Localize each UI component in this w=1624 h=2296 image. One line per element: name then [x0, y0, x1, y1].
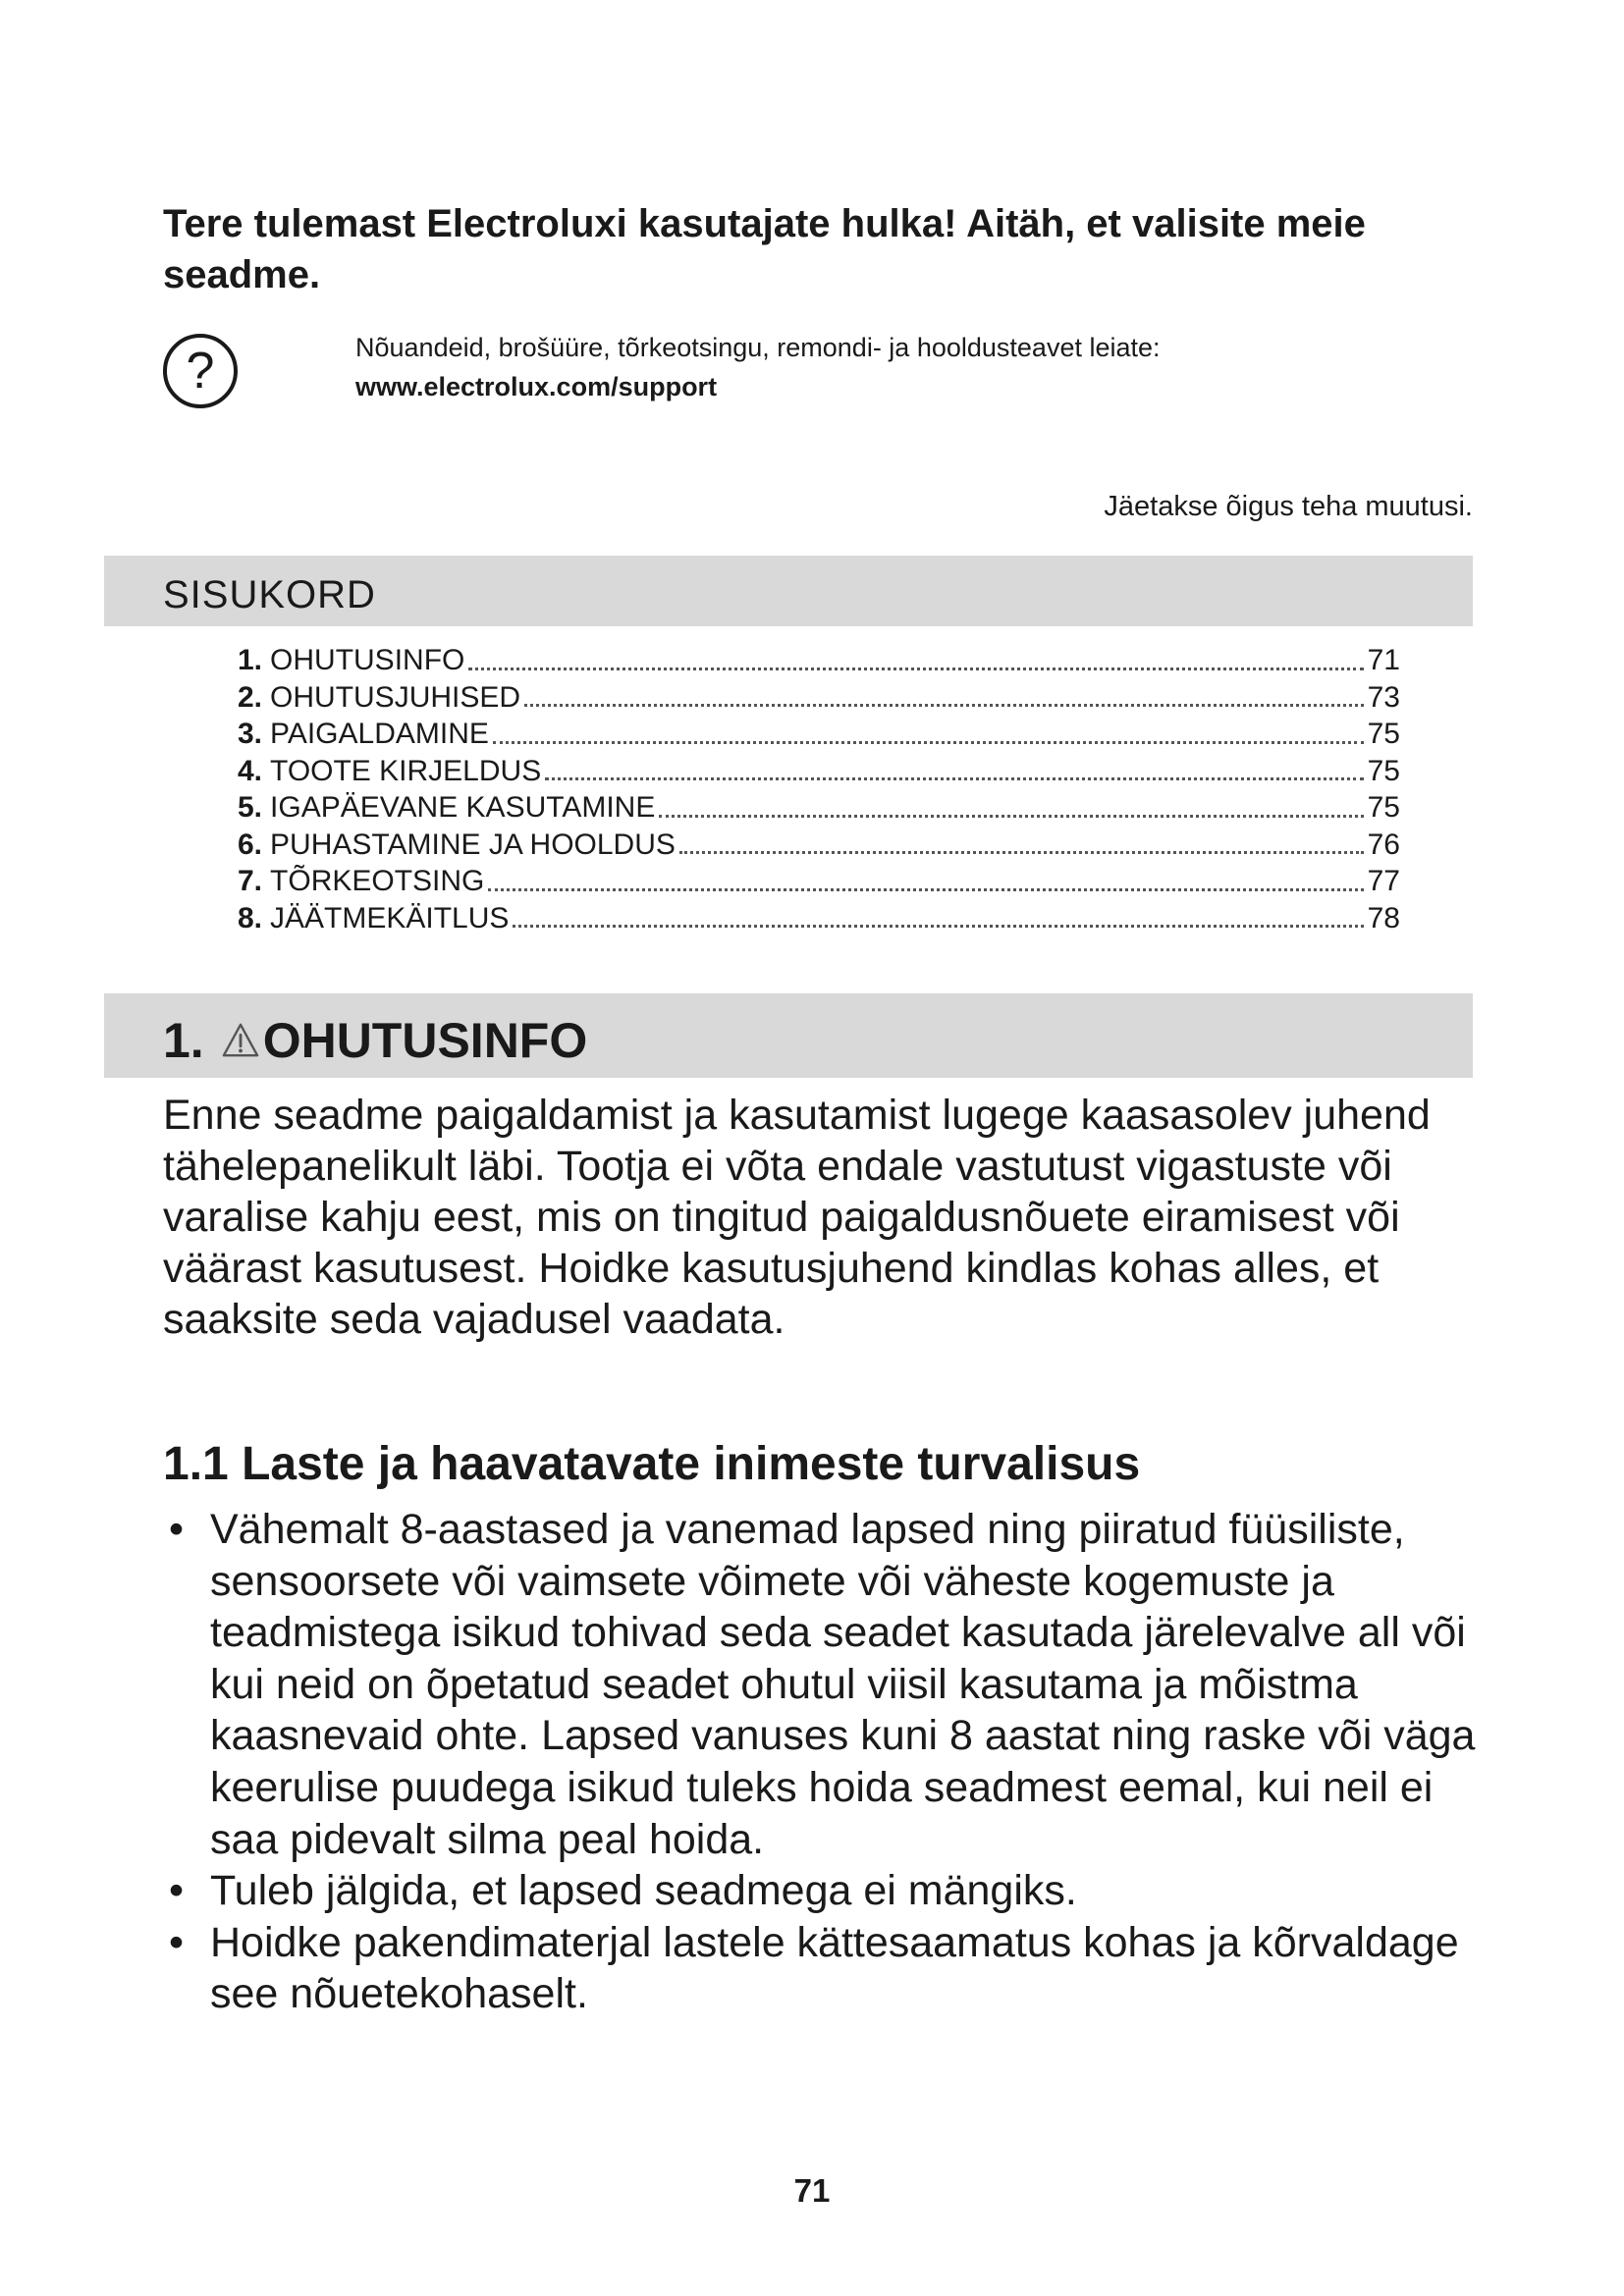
toc-item-number: 4.	[238, 754, 263, 787]
section-title	[163, 1009, 587, 1072]
toc-item-number: 3.	[238, 718, 263, 750]
welcome-heading: Tere tulemast Electroluxi kasutajate hulka! Aitäh, et valisite meie seadme.	[163, 202, 1366, 296]
page-number: 71	[793, 2172, 831, 2209]
toc-leader-dots	[679, 851, 1364, 854]
toc-leader-dots	[513, 925, 1363, 928]
toc-title: SISUKORD	[163, 573, 376, 616]
intro-paragraph: Enne seadme paigaldamist ja kasutamist lugege kaasasolev juhend tähelepanelikult läbi. Tootja ei võta endale vastutust vigastuste või varalise kahju eest, mis on tingitud paigaldusnõuete eiramisest või väärast kasutusest. Hoidke kasutusjuhend kindlas kohas alles, et saaksite seda vajadusel vaadata.	[163, 1092, 1431, 1343]
table-of-contents	[238, 642, 1400, 936]
toc-item-page: 73	[1367, 680, 1400, 714]
section-number: 1.	[163, 1013, 204, 1068]
toc-item-page: 75	[1367, 718, 1400, 750]
toc-item-label: PAIGALDAMINE	[270, 718, 489, 750]
toc-leader-dots	[468, 667, 1363, 670]
toc-item-number: 1.	[238, 644, 263, 676]
toc-item-page: 75	[1367, 754, 1400, 787]
rights-notice: Jäetakse õigus teha muutusi.	[1104, 491, 1473, 522]
subsection-title: 1.1 Laste ja haavatavate inimeste turvalisus	[163, 1438, 1141, 1490]
toc-item-1[interactable]	[238, 642, 1400, 679]
question-circle-icon: ?	[163, 334, 238, 408]
toc-item-label: OHUTUSINFO	[270, 644, 465, 676]
toc-item-4[interactable]	[238, 753, 1400, 790]
toc-leader-dots	[545, 777, 1363, 780]
safety-bullet-list	[163, 1504, 1479, 2020]
toc-item-5[interactable]	[238, 789, 1400, 827]
toc-leader-dots	[493, 741, 1364, 744]
toc-item-label: IGAPÄEVANE KASUTAMINE	[270, 791, 656, 824]
toc-leader-dots	[524, 704, 1364, 707]
section-title-text: OHUTUSINFO	[262, 1013, 588, 1068]
toc-item-label: PUHASTAMINE JA HOOLDUS	[270, 828, 676, 861]
toc-item-3[interactable]	[238, 716, 1400, 753]
toc-item-number: 8.	[238, 901, 263, 934]
toc-item-page: 76	[1367, 828, 1400, 861]
toc-item-number: 6.	[238, 828, 263, 861]
toc-item-number: 5.	[238, 791, 263, 824]
toc-item-page: 78	[1367, 901, 1400, 934]
toc-item-label: TÕRKEOTSING	[270, 865, 485, 897]
toc-item-2[interactable]	[238, 679, 1400, 717]
warning-triangle-icon	[222, 1022, 259, 1059]
toc-leader-dots	[488, 888, 1363, 891]
toc-item-label: OHUTUSJUHISED	[270, 680, 521, 714]
toc-item-label: JÄÄTMEKÄITLUS	[270, 901, 510, 934]
toc-item-page: 75	[1367, 791, 1400, 824]
toc-item-number: 2.	[238, 680, 263, 714]
toc-item-label: TOOTE KIRJELDUS	[270, 754, 542, 787]
toc-item-number: 7.	[238, 865, 263, 897]
toc-item-8[interactable]	[238, 900, 1400, 937]
toc-item-page: 77	[1367, 865, 1400, 897]
list-item: • Tuleb jälgida, et lapsed seadmega ei mängiks.	[163, 1865, 1479, 1917]
toc-item-6[interactable]	[238, 827, 1400, 864]
support-link[interactable]: www.electrolux.com/support	[355, 372, 718, 401]
list-item: • Hoidke pakendimaterjal lastele kättesaamatus kohas ja kõrvaldage see nõuetekohaselt.	[163, 1917, 1479, 2020]
toc-leader-dots	[659, 815, 1363, 818]
toc-item-7[interactable]	[238, 863, 1400, 900]
toc-item-page: 71	[1367, 644, 1400, 676]
help-text: Nõuandeid, brošüüre, tõrkeotsingu, remondi- ja hooldusteavet leiate:	[355, 333, 1161, 362]
list-item: • Vähemalt 8-aastased ja vanemad lapsed ning piiratud füüsiliste, sensoorsete või vaimsete võimete või väheste kogemuste ja teadmistega isikud tohivad seda seadet kasutada järelevalve all või kui neid on õpetatud seadet ohutul viisil kasutama ja mõistma kaasnevaid ohte. Lapsed vanuses kuni 8 aastat ning raske või väga keerulise puudega isikud tuleks hoida seadmest eemal, kui neil ei saa pidevalt silma peal hoida.	[163, 1504, 1479, 1865]
